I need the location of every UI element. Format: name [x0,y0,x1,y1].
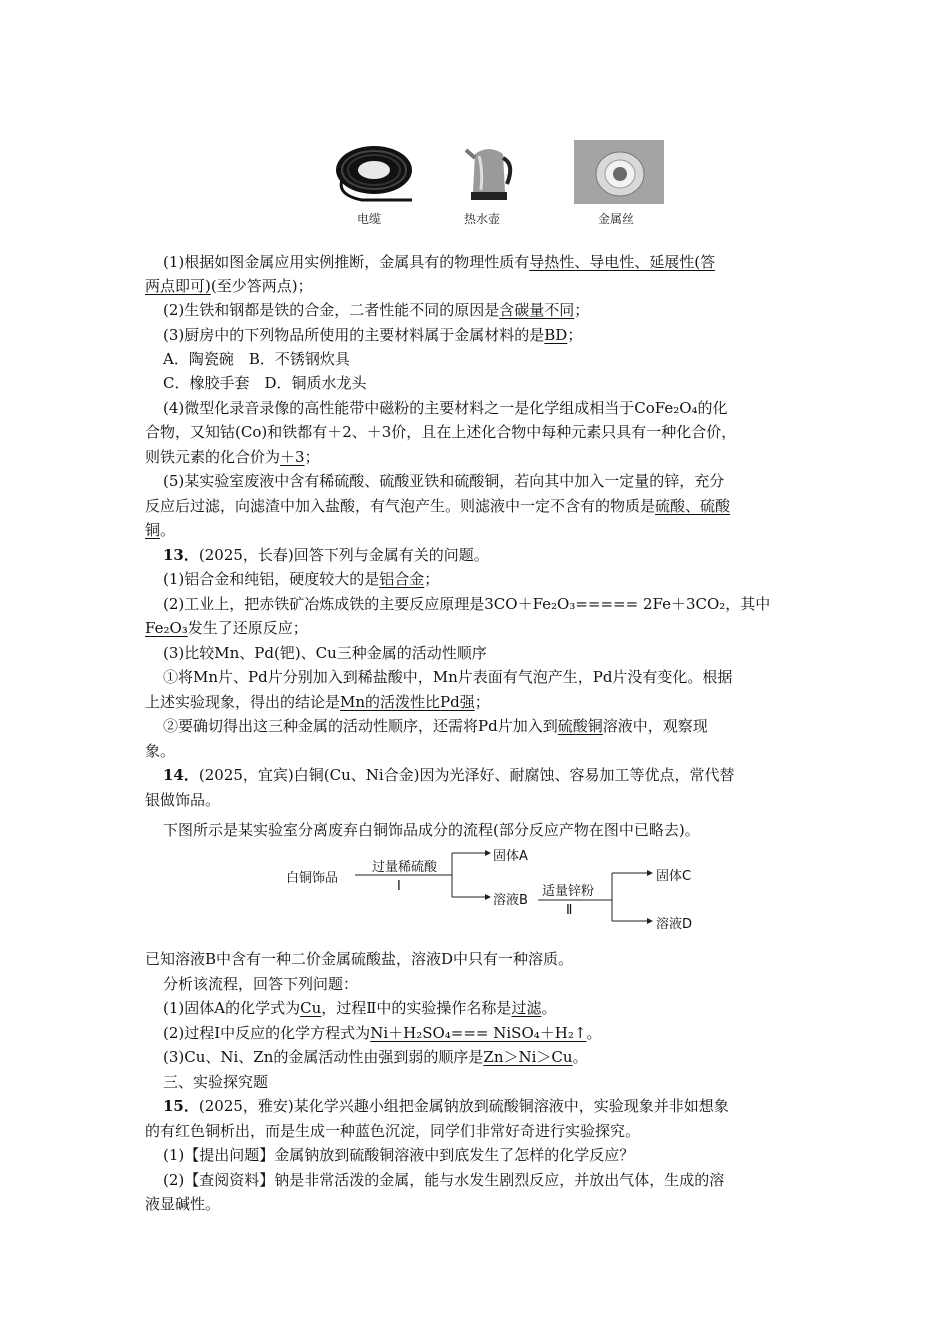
q12-part4-line1: (4)微型化录音录像的高性能带中磁粉的主要材料之一是化学组成相当于CoFe₂O₄的化 [163,399,728,417]
caption-kettle: 热水壶 [464,212,501,226]
q13-part1: (1)铝合金和纯铝，硬度较大的是铝合金； [163,570,440,588]
q15-stem: 15．(2025，雅安)某化学兴趣小组把金属钠放到硫酸铜溶液中，实验现象并非如想象 [163,1097,729,1115]
flow-step2-roman: Ⅱ [566,903,573,918]
flow-step1-roman: Ⅰ [397,879,401,894]
separation-flowchart [280,845,720,935]
q12-part1: (1)根据如图金属应用实例推断，金属具有的物理性质有导热性、导电性、延展性(答 [163,253,716,271]
flow-step1-reagent: 过量稀硫酸 [372,860,438,875]
flow-solution-d: 溶液D [656,917,693,932]
q13-stem: 13．(2025，长春)回答下列与金属有关的问题。 [163,546,489,564]
q13-case2-line2: 象。 [145,742,176,760]
q14-part3: (3)Cu、Ni、Zn的金属活动性由强到弱的顺序是Zn＞Ni＞Cu。 [163,1048,588,1066]
q14-known: 已知溶液B中含有一种二价金属硫酸盐，溶液D中只有一种溶质。 [145,950,574,968]
q15-part2-line1: (2)【查阅资料】钠是非常活泼的金属，能与水发生剧烈反应，并放出气体，生成的溶 [163,1171,725,1189]
cable-coil-icon [332,140,416,204]
q14-part2: (2)过程Ⅰ中反应的化学方程式为Ni＋H₂SO₄=== NiSO₄＋H₂↑。 [163,1024,602,1042]
q13-part2: (2)工业上，把赤铁矿冶炼成铁的主要反应原理是3CO＋Fe₂O₃===== 2Fe＋3CO₂，其中 [163,595,771,613]
metal-application-images [0,140,950,230]
flow-start: 白铜饰品 [286,871,339,886]
flow-solid-a: 固体A [493,849,528,864]
q14-stem-cont: 银做饰品。 [145,791,221,809]
q12-part3: (3)厨房中的下列物品所使用的主要材料属于金属材料的是BD； [163,326,583,344]
flow-solid-c: 固体C [656,869,692,884]
caption-cable: 电缆 [357,212,382,226]
q14-stem: 14．(2025，宜宾)白铜(Cu、Ni合金)因为光泽好、耐腐蚀、容易加工等优点，常代替 [163,766,735,784]
q12-part5-line1: (5)某实验室废液中含有稀硫酸、硫酸亚铁和硫酸铜，若向其中加入一定量的锌，充分 [163,472,725,490]
wire-spool-icon [574,140,664,204]
q15-part1: (1)【提出问题】金属钠放到硫酸铜溶液中到底发生了怎样的化学反应？ [163,1146,635,1164]
section-heading: 三、实验探究题 [163,1073,269,1091]
q12-part5-line2: 反应后过滤，向滤渣中加入盐酸，有气泡产生。则滤液中一定不含有的物质是硫酸、硫酸 [145,497,731,515]
q14-analyze: 分析该流程，回答下列问题： [163,975,359,993]
flow-step2-reagent: 适量锌粉 [542,884,595,899]
q12-part5-line3: 铜。 [145,521,176,539]
q12-part2: (2)生铁和钢都是铁的合金，二者性能不同的原因是含碳量不同； [163,301,590,319]
q14-intro: 下图所示是某实验室分离废弃白铜饰品成分的流程(部分反应产物在图中已略去)。 [163,821,700,839]
kettle-icon [463,140,515,204]
q12-part4-line2: 合物，又知钴(Co)和铁都有＋2、＋3价，且在上述化合物中每种元素只具有一种化合价， [145,423,737,441]
q12-part1-cont: 两点即可)(至少答两点)； [145,277,313,295]
q12-options-cd: C．橡胶手套 D．铜质水龙头 [163,374,367,392]
caption-wire: 金属丝 [598,212,635,226]
q14-part1: (1)固体A的化学式为Cu，过程Ⅱ中的实验操作名称是过滤。 [163,999,557,1017]
q13-part2-cont: Fe₂O₃发生了还原反应； [145,619,308,637]
q13-case1-line1: ①将Mn片、Pd片分别加入到稀盐酸中，Mn片表面有气泡产生，Pd片没有变化。根据 [163,668,733,686]
q12-part4-line3: 则铁元素的化合价为＋3； [145,448,320,466]
q13-part3: (3)比较Mn、Pd(钯)、Cu三种金属的活动性顺序 [163,644,487,662]
q13-case2-line1: ②要确切得出这三种金属的活动性顺序，还需将Pd片加入到硫酸铜溶液中，观察现 [163,717,708,735]
q15-part2-line2: 液显碱性。 [145,1195,221,1213]
q15-stem-cont: 的有红色铜析出，而是生成一种蓝色沉淀，同学们非常好奇进行实验探究。 [145,1122,641,1140]
q12-options-ab: A．陶瓷碗 B．不锈钢炊具 [163,350,350,368]
q13-case1-line2: 上述实验现象，得出的结论是Mn的活泼性比Pd强； [145,693,490,711]
flow-solution-b: 溶液B [493,893,528,908]
